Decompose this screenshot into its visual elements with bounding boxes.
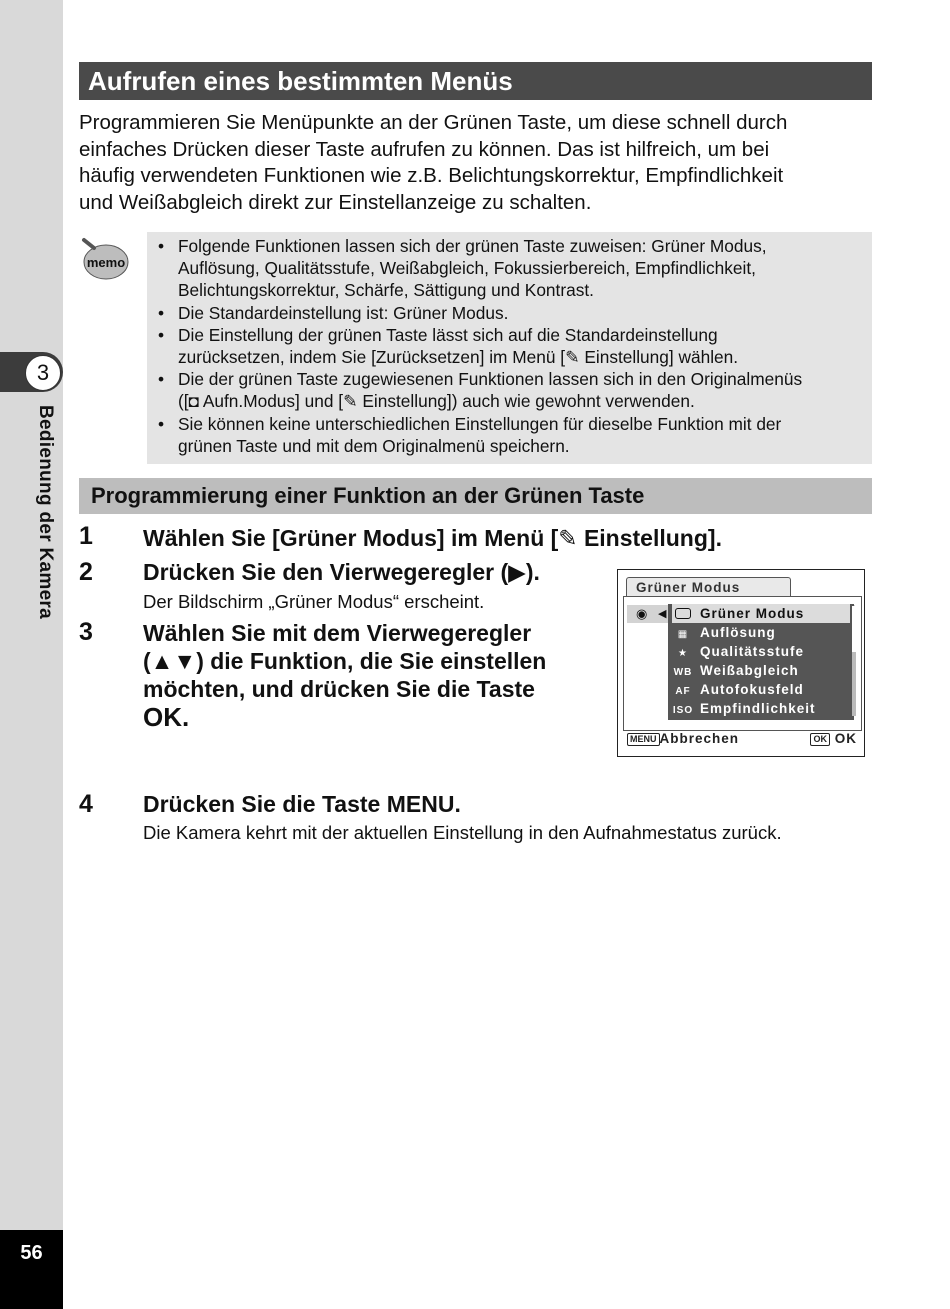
lcd-option-label: Grüner Modus bbox=[700, 606, 805, 621]
ok-key-icon: OK bbox=[810, 733, 830, 746]
autofocus-icon: AF bbox=[675, 686, 691, 697]
lcd-option-list bbox=[672, 604, 850, 718]
memo-line: ([◘ Aufn.Modus] und [✎ Einstellung]) auch wie gewohnt verwenden. bbox=[178, 391, 695, 412]
step-note: Der Bildschirm „Grüner Modus“ erscheint. bbox=[143, 591, 485, 612]
intro-paragraph bbox=[79, 110, 869, 216]
memo-line: Belichtungskorrektur, Schärfe, Sättigung und Kontrast. bbox=[178, 280, 594, 301]
lcd-option bbox=[672, 604, 850, 623]
chapter-title: Bedienung der Kamera bbox=[35, 405, 56, 619]
chapter-number: 3 bbox=[25, 355, 61, 391]
step-text: Drücken Sie den Vierwegeregler (▶). bbox=[143, 559, 540, 585]
step-text: Wählen Sie [Grüner Modus] im Menü [✎ Einstellung]. bbox=[143, 525, 722, 551]
lcd-footer bbox=[627, 731, 857, 751]
step-number: 1 bbox=[79, 522, 93, 550]
step-number: 3 bbox=[79, 618, 93, 646]
subsection-title: Programmierung einer Funktion an der Grünen Taste bbox=[79, 478, 872, 514]
step-line: möchten, und drücken Sie die Taste bbox=[143, 676, 535, 702]
lcd-option-label: Autofokusfeld bbox=[700, 682, 804, 697]
chapter-sidebar bbox=[0, 0, 63, 1309]
memo-line: grünen Taste und mit dem Originalmenü speichern. bbox=[178, 435, 570, 456]
step-text bbox=[143, 619, 546, 732]
white-balance-icon: WB bbox=[673, 667, 693, 678]
iso-icon: ISO bbox=[672, 705, 694, 716]
memo-line: Die Einstellung der grünen Taste lässt sich auf die Standardeinstellung bbox=[178, 324, 718, 345]
lcd-tab: Grüner Modus bbox=[626, 577, 791, 597]
left-arrow-icon: ◀ bbox=[658, 608, 667, 620]
memo-icon-label: memo bbox=[86, 255, 126, 270]
camera-screen-illustration bbox=[617, 569, 865, 757]
quality-icon: ★ bbox=[678, 648, 688, 659]
memo-line: zurücksetzen, indem Sie [Zurücksetzen] im Menü [✎ Einstellung] wählen. bbox=[178, 347, 739, 368]
memo-list bbox=[157, 235, 865, 457]
memo-line: Auflösung, Qualitätsstufe, Weißabgleich, Fokussierbereich, Empfindlichkeit, bbox=[178, 258, 756, 279]
memo-line: Folgende Funktionen lassen sich der grünen Taste zuweisen: Grüner Modus, bbox=[178, 236, 767, 256]
intro-line: häufig verwendeten Funktionen wie z.B. Belichtungskorrektur, Empfindlichkeit bbox=[79, 164, 784, 187]
memo-line: Die Standardeinstellung ist: Grüner Modus. bbox=[178, 302, 509, 323]
lcd-ok bbox=[810, 731, 857, 746]
memo-item bbox=[157, 413, 865, 457]
step-line: (▲▼) die Funktion, die Sie einstellen bbox=[143, 648, 547, 674]
intro-line: und Weißabgleich direkt zur Einstellanzeige zu schalten. bbox=[79, 190, 592, 214]
page-number: 56 bbox=[20, 1242, 43, 1264]
lcd-option-label: Empfindlichkeit bbox=[700, 701, 816, 716]
intro-line: Programmieren Sie Menüpunkte an der Grünen Taste, um diese schnell durch bbox=[79, 111, 788, 134]
step-number: 2 bbox=[79, 558, 93, 586]
lcd-option bbox=[672, 642, 850, 661]
lcd-scroll-thumb bbox=[852, 606, 856, 652]
lcd-option bbox=[672, 661, 850, 680]
radio-icon: ◉ bbox=[636, 606, 648, 621]
ok-button-glyph: OK. bbox=[143, 702, 190, 732]
memo-item bbox=[157, 235, 865, 302]
lcd-screen bbox=[623, 596, 862, 731]
intro-line: einfaches Drücken dieser Taste aufrufen zu können. Das ist hilfreich, um bei bbox=[79, 137, 770, 161]
memo-item bbox=[157, 302, 865, 324]
lcd-option-label: Qualitätsstufe bbox=[700, 644, 805, 659]
lcd-option bbox=[672, 680, 850, 699]
section-title: Aufrufen eines bestimmten Menüs bbox=[79, 62, 872, 100]
lcd-option bbox=[672, 623, 850, 642]
step-note: Die Kamera kehrt mit der aktuellen Einstellung in den Aufnahmestatus zurück. bbox=[143, 822, 782, 843]
lcd-ok-label: OK bbox=[834, 731, 857, 746]
memo-icon bbox=[80, 236, 130, 282]
memo-item bbox=[157, 324, 865, 368]
menu-key-icon: MENU bbox=[627, 733, 660, 746]
memo-line: Sie können keine unterschiedlichen Einstellungen für dieselbe Funktion mit der bbox=[178, 413, 782, 434]
step-text: Drücken Sie die Taste MENU. bbox=[143, 791, 461, 817]
lcd-cancel-label: Abbrechen bbox=[659, 731, 740, 746]
step-number: 4 bbox=[79, 790, 93, 818]
lcd-option-label: Auflösung bbox=[700, 625, 776, 640]
lcd-option bbox=[672, 699, 850, 718]
lcd-cancel bbox=[627, 731, 739, 746]
step-line: Wählen Sie mit dem Vierwegeregler bbox=[143, 620, 532, 646]
memo-line: Die der grünen Taste zugewiesenen Funktionen lassen sich in den Originalmenüs bbox=[178, 369, 803, 390]
lcd-option-label: Weißabgleich bbox=[700, 663, 799, 678]
memo-item bbox=[157, 368, 865, 412]
resolution-icon: ▦ bbox=[677, 629, 689, 640]
